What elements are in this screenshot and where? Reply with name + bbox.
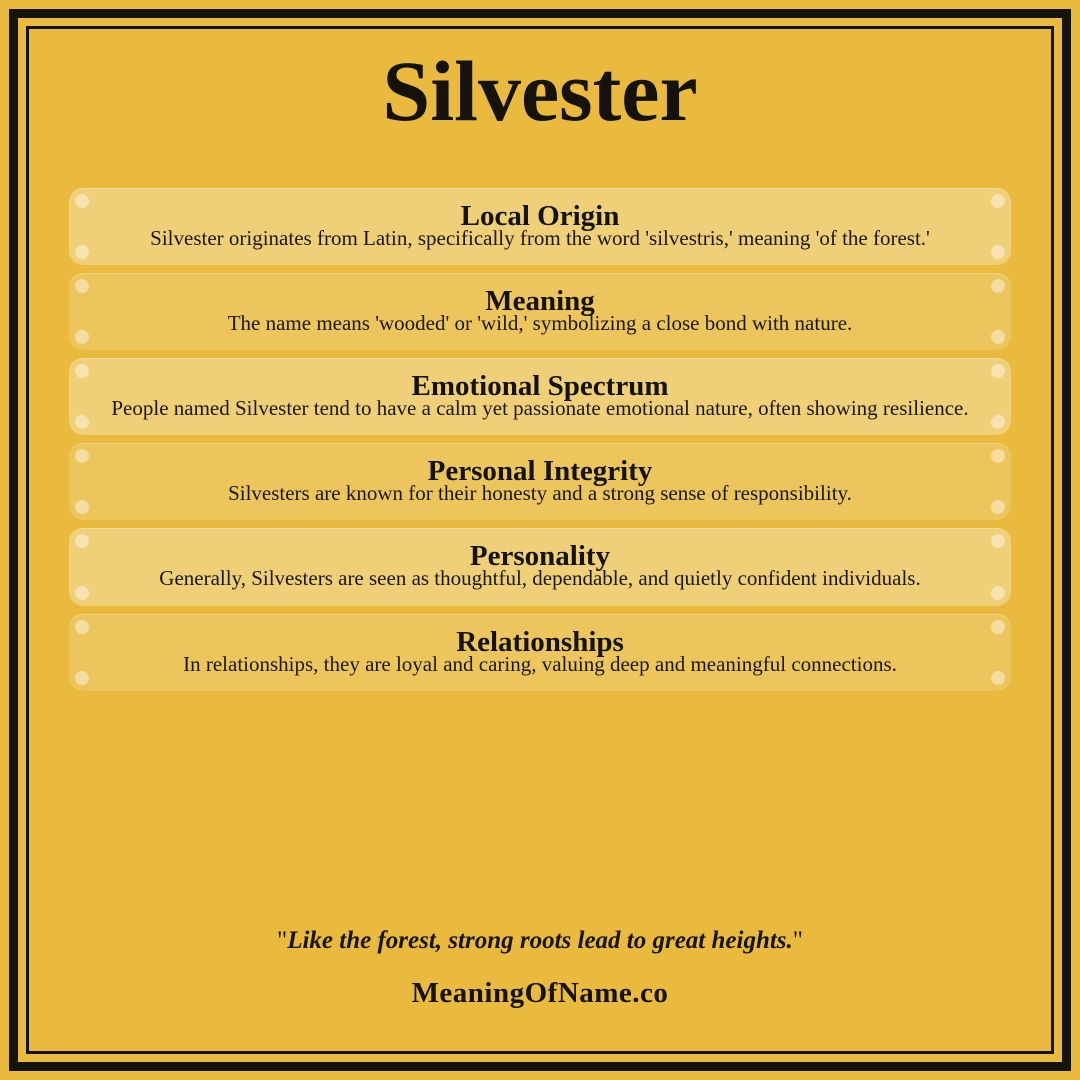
bead-icon bbox=[75, 671, 89, 685]
bead-icon bbox=[991, 364, 1005, 378]
card-emotional-spectrum bbox=[69, 358, 1011, 435]
page-title: Silvester bbox=[382, 43, 698, 139]
bead-icon bbox=[991, 534, 1005, 548]
card-personal-integrity bbox=[69, 443, 1011, 520]
quote-text: Like the forest, strong roots lead to great heights. bbox=[287, 927, 793, 954]
card-list bbox=[40, 188, 1040, 690]
bead-icon bbox=[75, 586, 89, 600]
card-title: Personality bbox=[469, 540, 611, 573]
brand-name: MeaningOfName.co bbox=[411, 977, 669, 1009]
bead-icon bbox=[991, 620, 1005, 634]
poster-footer bbox=[40, 927, 1040, 1010]
card-relationships bbox=[69, 614, 1011, 691]
card-description: Silvester originates from Latin, specifically from the word 'silvestris,' meaning 'of the forest.' bbox=[150, 226, 930, 251]
bead-icon bbox=[75, 330, 89, 344]
card-description: Silvesters are known for their honesty and a strong sense of responsibility. bbox=[228, 481, 852, 506]
card-description: In relationships, they are loyal and caring, valuing deep and meaningful connections. bbox=[183, 651, 897, 676]
card-title: Meaning bbox=[485, 285, 595, 318]
card-title: Emotional Spectrum bbox=[411, 370, 669, 403]
bead-icon bbox=[991, 671, 1005, 685]
bead-icon bbox=[991, 330, 1005, 344]
card-personality bbox=[69, 528, 1011, 605]
quote-open-mark: " bbox=[276, 927, 288, 954]
bead-icon bbox=[75, 279, 89, 293]
card-title: Relationships bbox=[456, 625, 624, 658]
quote-close-mark: " bbox=[792, 927, 804, 954]
bead-icon bbox=[991, 415, 1005, 429]
card-local-origin bbox=[69, 188, 1011, 265]
bead-icon bbox=[991, 279, 1005, 293]
bead-icon bbox=[75, 449, 89, 463]
poster-content bbox=[40, 36, 1040, 1044]
bead-icon bbox=[991, 245, 1005, 259]
card-description: The name means 'wooded' or 'wild,' symbolizing a close bond with nature. bbox=[227, 311, 853, 336]
bead-icon bbox=[991, 194, 1005, 208]
bead-icon bbox=[991, 449, 1005, 463]
bead-icon bbox=[75, 620, 89, 634]
bead-icon bbox=[75, 534, 89, 548]
card-description: Generally, Silvesters are seen as thoughtful, dependable, and quietly confident individuals. bbox=[159, 566, 921, 591]
bead-icon bbox=[75, 500, 89, 514]
card-title: Personal Integrity bbox=[427, 455, 653, 488]
bead-icon bbox=[75, 194, 89, 208]
bead-icon bbox=[75, 245, 89, 259]
bead-icon bbox=[75, 415, 89, 429]
bead-icon bbox=[75, 364, 89, 378]
bead-icon bbox=[991, 586, 1005, 600]
card-meaning bbox=[69, 273, 1011, 350]
footer-quote bbox=[40, 927, 1040, 955]
card-title: Local Origin bbox=[460, 200, 620, 233]
bead-icon bbox=[991, 500, 1005, 514]
card-description: People named Silvester tend to have a calm yet passionate emotional nature, often showing resilience. bbox=[111, 396, 969, 421]
